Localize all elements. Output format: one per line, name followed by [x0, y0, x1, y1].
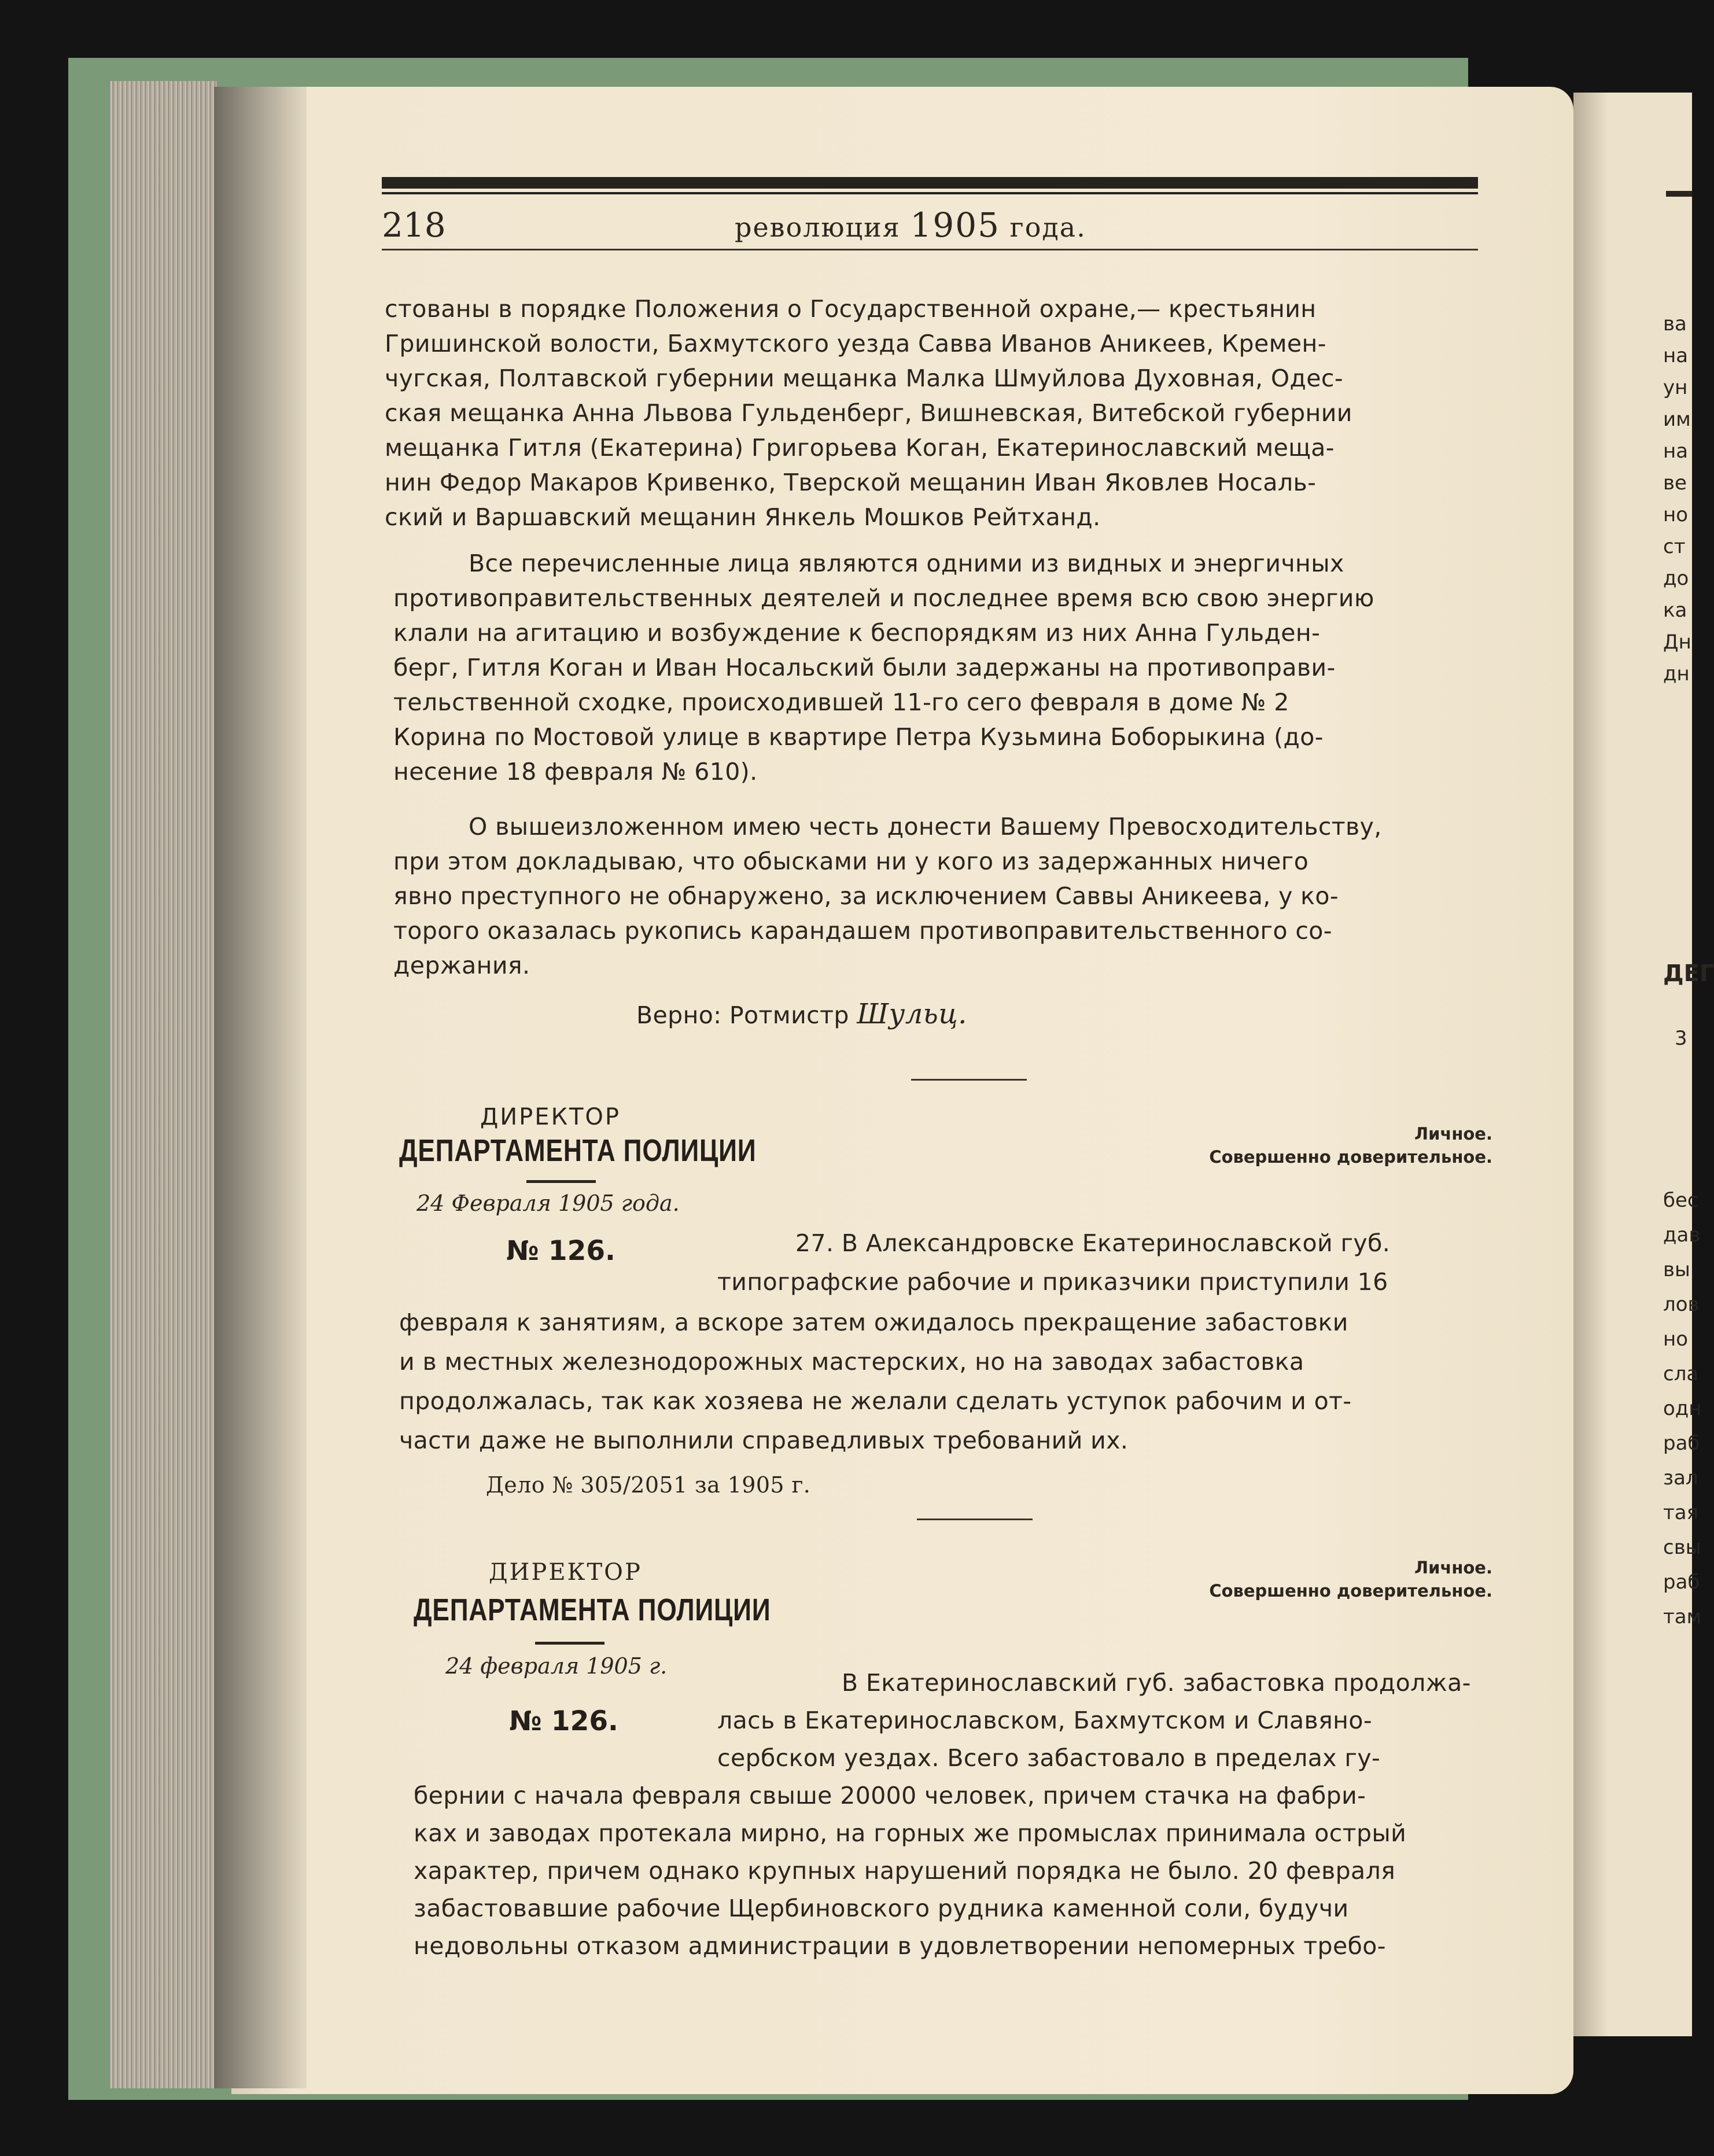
doc1-line-3: февраля к занятиям, а вскоре затем ожидалось прекращение забастовки — [399, 1309, 1348, 1336]
para2-line-3: клали на агитацию и возбуждение к беспорядкям из них Анна Гульден- — [393, 619, 1321, 647]
doc1-line-6: части даже не выполнили справедливых требований их. — [399, 1427, 1129, 1454]
rp-bottom-frag: но — [1663, 1328, 1689, 1351]
doc1-ornament — [526, 1180, 596, 1183]
doc2-line-7: забастовавшие рабочие Щербиновского рудника каменной соли, будучи — [414, 1895, 1349, 1922]
rp-top-frag: ва — [1663, 312, 1687, 336]
doc2-department: ДЕПАРТАМЕНТА ПОЛИЦИИ — [414, 1593, 771, 1627]
doc1-number: № 126. — [506, 1235, 615, 1267]
running-title-post: года. — [1000, 212, 1086, 243]
doc2-confidential — [1157, 1556, 1492, 1602]
rp-mid-frag: ДЕГ — [1663, 960, 1714, 987]
rp-top-frag: ст — [1663, 535, 1686, 558]
doc1-case: Дело № 305/2051 за 1905 г. — [486, 1472, 811, 1498]
right-page-header-rule — [1666, 191, 1692, 197]
page-number: 218 — [382, 205, 446, 245]
header-rule-thin — [382, 192, 1478, 194]
rp-bottom-frag: раб — [1663, 1432, 1700, 1455]
running-title — [735, 205, 1086, 245]
doc1-line-5: продолжалась, так как хозяева не желали сделать уступок рабочим и от- — [399, 1387, 1352, 1415]
para1-line-7: ский и Варшавский мещанин Янкель Мошков Рейтханд. — [385, 503, 1101, 531]
para2-line-1: Все перечисленные лица являются одними из видных и энергичных — [469, 550, 1344, 577]
rp-mid-frag: 3 — [1675, 1027, 1687, 1050]
rp-bottom-frag: бес — [1663, 1189, 1698, 1212]
rp-top-frag: дн — [1663, 662, 1690, 686]
doc1-line-1: 27. В Александровске Екатеринославской губ. — [795, 1229, 1391, 1257]
doc2-line-8: недовольны отказом администрации в удовлетворении непомерных требо- — [414, 1932, 1386, 1960]
doc2-number: № 126. — [509, 1705, 618, 1737]
rp-bottom-frag: вы — [1663, 1258, 1690, 1281]
doc2-ornament — [535, 1642, 604, 1645]
para2-line-7: несение 18 февраля № 610). — [393, 758, 758, 786]
para3-line-4: торого оказалась рукопись карандашем противоправительственного со- — [393, 917, 1332, 945]
doc1-department: ДЕПАРТАМЕНТА ПОЛИЦИИ — [399, 1133, 757, 1168]
doc1-conf-strict: Совершенно доверительное. — [1209, 1147, 1492, 1167]
rp-top-frag: на — [1663, 440, 1689, 463]
doc2-date: 24 февраля 1905 г. — [445, 1653, 668, 1679]
rp-top-frag: до — [1663, 567, 1689, 590]
rp-top-frag: Дн — [1663, 631, 1691, 654]
rp-top-frag: на — [1663, 344, 1689, 367]
para2-line-6: Корина по Мостовой улице в квартире Петра Кузьмина Боборыкина (до- — [393, 723, 1324, 751]
para3-line-5: держания. — [393, 952, 530, 979]
doc2-director: ДИРЕКТОР — [489, 1559, 642, 1586]
page-gutter — [214, 87, 307, 2088]
rp-bottom-frag: там — [1663, 1605, 1702, 1628]
page-edges — [110, 81, 217, 2088]
rp-bottom-frag: дав — [1663, 1223, 1701, 1247]
doc2-line-1: В Екатеринославский губ. забастовка продолжа- — [842, 1669, 1471, 1697]
para2-line-2: противоправительственных деятелей и последнее время всю свою энергию — [393, 584, 1374, 612]
running-title-pre: революция — [735, 212, 911, 243]
para1-line-1: стованы в порядке Положения о Государственной охране,— крестьянин — [385, 295, 1317, 323]
rp-top-frag: ка — [1663, 599, 1687, 622]
para1-line-4: ская мещанка Анна Львова Гульденберг, Вишневская, Витебской губернии — [385, 399, 1352, 427]
doc1-line-2: типографские рабочие и приказчики приступили 16 — [717, 1268, 1388, 1296]
rp-top-frag: ве — [1663, 471, 1687, 495]
para1-line-5: мещанка Гитля (Екатерина) Григорьева Коган, Екатеринославский меща- — [385, 434, 1335, 462]
verno-signature: Шульц. — [857, 998, 967, 1030]
doc1-line-4: и в местных железнодорожных мастерских, но на заводах забастовка — [399, 1348, 1304, 1376]
doc2-conf-personal: Личное. — [1414, 1558, 1492, 1578]
doc1-director: ДИРЕКТОР — [480, 1104, 621, 1130]
separator-rule-1 — [911, 1079, 1027, 1081]
para1-line-6: нин Федор Макаров Кривенко, Тверской мещанин Иван Яковлев Носаль- — [385, 469, 1317, 496]
rp-bottom-frag: тая — [1663, 1501, 1699, 1524]
rp-bottom-frag: одн — [1663, 1397, 1702, 1420]
separator-rule-2 — [917, 1519, 1033, 1520]
verno-line — [636, 998, 967, 1030]
rp-bottom-frag: лов — [1663, 1293, 1700, 1316]
header-rule — [382, 177, 1478, 189]
para2-line-5: тельственной сходке, происходившей 11-го сего февраля в доме № 2 — [393, 688, 1289, 716]
doc1-date: 24 Февраля 1905 года. — [416, 1191, 680, 1216]
rp-top-frag: ун — [1663, 376, 1688, 399]
para1-line-3: чугская, Полтавской губернии мещанка Малка Шмуйлова Духовная, Одес- — [385, 364, 1344, 392]
rp-top-frag: им — [1663, 408, 1691, 431]
para3-line-1: О вышеизложенном имею честь донести Вашему Превосходительству, — [469, 813, 1382, 841]
doc2-line-6: характер, причем однако крупных нарушений порядка не было. 20 февраля — [414, 1857, 1396, 1885]
verno-label: Верно: Ротмистр — [636, 1001, 849, 1029]
rp-bottom-frag: раб — [1663, 1571, 1700, 1594]
rp-top-frag: но — [1663, 503, 1689, 526]
rp-bottom-frag: зал — [1663, 1466, 1698, 1490]
para3-line-3: явно преступного не обнаружено, за исключением Саввы Аникеева, у ко- — [393, 882, 1339, 910]
header-underline — [382, 249, 1478, 250]
para2-line-4: берг, Гитля Коган и Иван Носальский были задержаны на противоправи- — [393, 654, 1336, 681]
rp-bottom-frag: свы — [1663, 1536, 1701, 1559]
running-title-year: 1905 — [910, 205, 1001, 245]
para1-line-2: Гришинской волости, Бахмутского уезда Савва Иванов Аникеев, Кремен- — [385, 330, 1326, 358]
doc1-confidential — [1157, 1122, 1492, 1169]
doc2-line-3: сербском уездах. Всего забастовало в пределах гу- — [717, 1744, 1381, 1772]
para3-line-2: при этом докладываю, что обысками ни у кого из задержанных ничего — [393, 847, 1309, 875]
doc2-line-2: лась в Екатеринославском, Бахмутском и Славяно- — [717, 1707, 1373, 1734]
doc2-conf-strict: Совершенно доверительное. — [1209, 1581, 1492, 1601]
doc2-line-4: бернии с начала февраля свыше 20000 человек, причем стачка на фабри- — [414, 1782, 1366, 1809]
doc1-conf-personal: Личное. — [1414, 1124, 1492, 1144]
doc2-line-5: ках и заводах протекала мирно, на горных же промыслах принимала острый — [414, 1819, 1407, 1847]
rp-bottom-frag: сла — [1663, 1362, 1699, 1385]
